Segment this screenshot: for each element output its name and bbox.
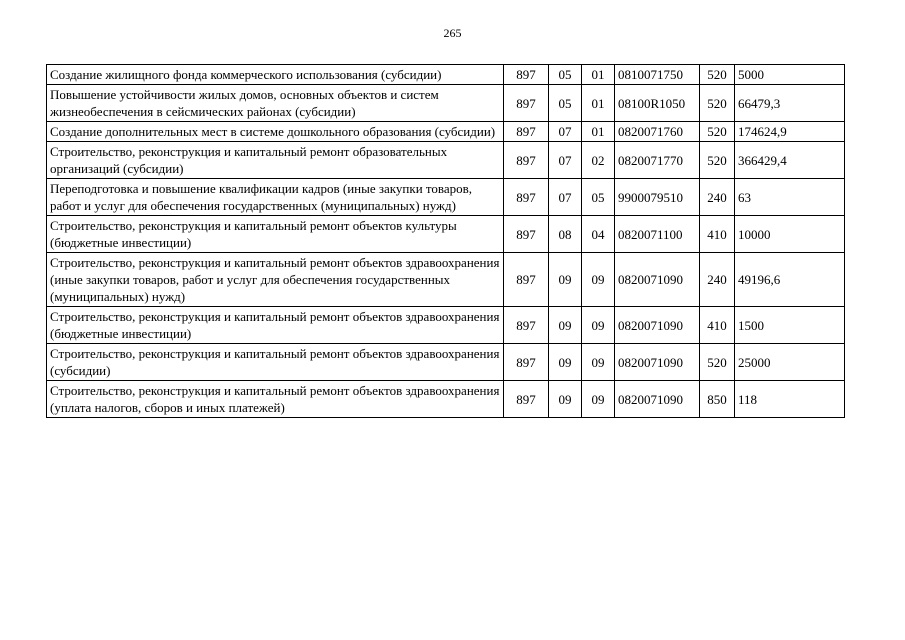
amount: 1500 [735, 307, 845, 344]
expense-type-code: 410 [700, 216, 735, 253]
line-item-name: Строительство, реконструкция и капитальный ремонт объектов культуры (бюджетные инвестиции) [47, 216, 504, 253]
line-item-name: Переподготовка и повышение квалификации кадров (иные закупки товаров, работ и услуг для обеспечения государственных (муниципальных) нужд) [47, 179, 504, 216]
amount: 10000 [735, 216, 845, 253]
expense-type-code: 240 [700, 179, 735, 216]
section-code: 09 [549, 381, 582, 418]
subsection-code: 05 [582, 179, 615, 216]
line-item-name: Строительство, реконструкция и капитальный ремонт объектов здравоохранения (субсидии) [47, 344, 504, 381]
ministry-code: 897 [504, 253, 549, 307]
target-article-code: 0810071750 [615, 65, 700, 85]
target-article-code: 0820071090 [615, 307, 700, 344]
target-article-code: 0820071760 [615, 122, 700, 142]
amount: 63 [735, 179, 845, 216]
line-item-name: Строительство, реконструкция и капитальный ремонт образовательных организаций (субсидии) [47, 142, 504, 179]
expense-type-code: 520 [700, 85, 735, 122]
ministry-code: 897 [504, 142, 549, 179]
ministry-code: 897 [504, 179, 549, 216]
target-article-code: 0820071090 [615, 344, 700, 381]
table-row [47, 85, 845, 122]
target-article-code: 08100R1050 [615, 85, 700, 122]
amount: 66479,3 [735, 85, 845, 122]
amount: 118 [735, 381, 845, 418]
subsection-code: 04 [582, 216, 615, 253]
section-code: 05 [549, 65, 582, 85]
ministry-code: 897 [504, 307, 549, 344]
table-row [47, 179, 845, 216]
section-code: 09 [549, 307, 582, 344]
expense-type-code: 520 [700, 122, 735, 142]
subsection-code: 09 [582, 307, 615, 344]
target-article-code: 0820071100 [615, 216, 700, 253]
target-article-code: 0820071090 [615, 381, 700, 418]
amount: 366429,4 [735, 142, 845, 179]
section-code: 07 [549, 122, 582, 142]
table-row [47, 142, 845, 179]
expense-type-code: 410 [700, 307, 735, 344]
subsection-code: 09 [582, 344, 615, 381]
section-code: 07 [549, 142, 582, 179]
table-row [47, 253, 845, 307]
ministry-code: 897 [504, 216, 549, 253]
ministry-code: 897 [504, 381, 549, 418]
section-code: 07 [549, 179, 582, 216]
amount: 174624,9 [735, 122, 845, 142]
amount: 25000 [735, 344, 845, 381]
budget-table-body [47, 65, 845, 418]
target-article-code: 0820071770 [615, 142, 700, 179]
subsection-code: 01 [582, 85, 615, 122]
line-item-name: Строительство, реконструкция и капитальный ремонт объектов здравоохранения (бюджетные инвестиции) [47, 307, 504, 344]
subsection-code: 01 [582, 65, 615, 85]
expense-type-code: 520 [700, 344, 735, 381]
table-row [47, 344, 845, 381]
line-item-name: Повышение устойчивости жилых домов, основных объектов и систем жизнеобеспечения в сейсмических районах (субсидии) [47, 85, 504, 122]
section-code: 05 [549, 85, 582, 122]
page-number: 265 [443, 26, 462, 40]
subsection-code: 09 [582, 253, 615, 307]
budget-table [46, 64, 845, 418]
line-item-name: Строительство, реконструкция и капитальный ремонт объектов здравоохранения (уплата налогов, сборов и иных платежей) [47, 381, 504, 418]
section-code: 08 [549, 216, 582, 253]
line-item-name: Строительство, реконструкция и капитальный ремонт объектов здравоохранения (иные закупки товаров, работ и услуг для обеспечения государственных (муниципальных) нужд) [47, 253, 504, 307]
expense-type-code: 520 [700, 142, 735, 179]
amount: 5000 [735, 65, 845, 85]
table-row [47, 122, 845, 142]
subsection-code: 01 [582, 122, 615, 142]
table-row [47, 307, 845, 344]
line-item-name: Создание дополнительных мест в системе дошкольного образования (субсидии) [47, 122, 504, 142]
target-article-code: 0820071090 [615, 253, 700, 307]
amount: 49196,6 [735, 253, 845, 307]
expense-type-code: 850 [700, 381, 735, 418]
table-row [47, 216, 845, 253]
line-item-name: Создание жилищного фонда коммерческого использования (субсидии) [47, 65, 504, 85]
section-code: 09 [549, 344, 582, 381]
table-row [47, 65, 845, 85]
expense-type-code: 520 [700, 65, 735, 85]
ministry-code: 897 [504, 85, 549, 122]
subsection-code: 09 [582, 381, 615, 418]
ministry-code: 897 [504, 65, 549, 85]
section-code: 09 [549, 253, 582, 307]
table-row [47, 381, 845, 418]
subsection-code: 02 [582, 142, 615, 179]
ministry-code: 897 [504, 344, 549, 381]
ministry-code: 897 [504, 122, 549, 142]
expense-type-code: 240 [700, 253, 735, 307]
target-article-code: 9900079510 [615, 179, 700, 216]
